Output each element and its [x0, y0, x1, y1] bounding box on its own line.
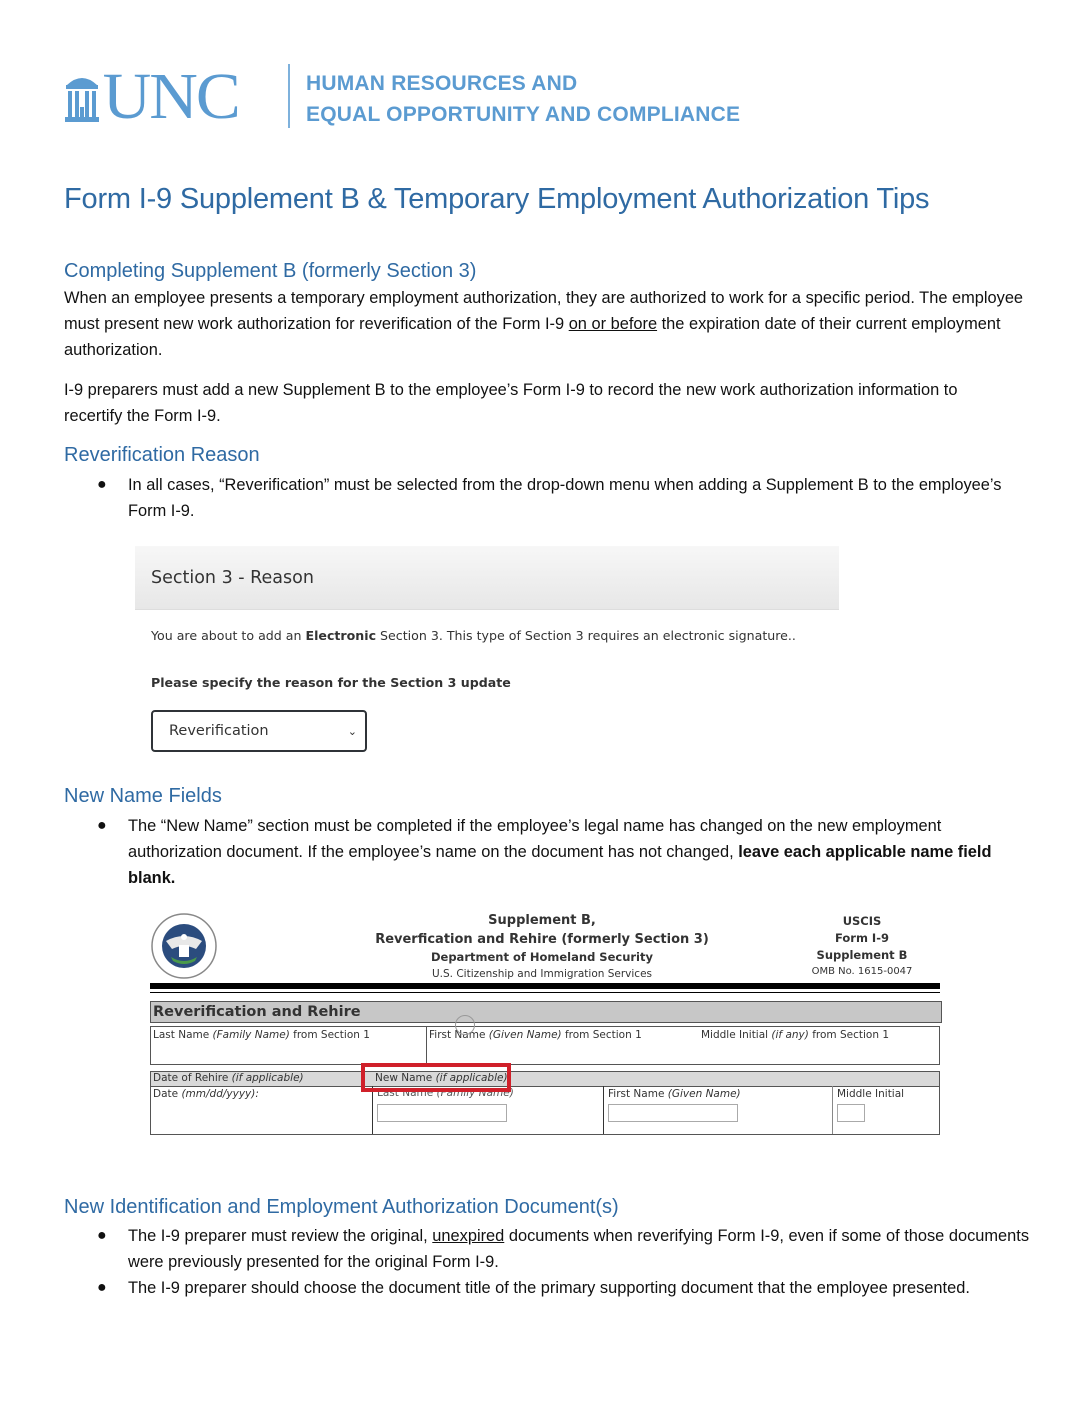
- dept-line-1: HUMAN RESOURCES AND: [306, 72, 578, 95]
- italic-text: (Given Name): [667, 1088, 741, 1100]
- text: Last Name: [153, 1029, 213, 1041]
- chevron-down-icon: ⌄: [347, 724, 357, 738]
- new-middle-initial-input[interactable]: [837, 1104, 865, 1122]
- dhs-seal-icon: [151, 913, 217, 979]
- form-agency: Department of Homeland Security: [430, 950, 653, 964]
- text: The I-9 preparer must review the original,: [128, 1227, 433, 1245]
- page-title: Form I-9 Supplement B & Temporary Employment Authorization Tips: [64, 183, 930, 215]
- bullet-icon: ●: [97, 817, 107, 834]
- bullet-icon: ●: [97, 1227, 107, 1244]
- section1-name-row: [150, 1026, 940, 1065]
- dept-line-2: EQUAL OPPORTUNITY AND COMPLIANCE: [306, 103, 741, 126]
- logo-divider: [288, 64, 290, 128]
- text: First Name: [429, 1029, 489, 1041]
- form-id-line: Supplement B: [816, 948, 908, 962]
- rehire-newname-band: [150, 1071, 940, 1087]
- italic-text: (mm/dd/yyyy):: [181, 1088, 259, 1100]
- text: The I-9 preparer should choose the document title of the primary supporting document that the employee presented.: [128, 1279, 970, 1297]
- select-value: Reverification: [169, 723, 269, 739]
- divider: [150, 992, 940, 993]
- italic-text: (if applicable): [435, 1072, 508, 1084]
- department-name: [306, 68, 740, 130]
- text: Section 3. This type of Section 3 requires an electronic signature..: [376, 628, 796, 643]
- list-item: [64, 813, 1030, 891]
- bold-text: leave each applicable name field blank.: [128, 843, 992, 887]
- date-of-rehire-header: [151, 1072, 373, 1086]
- list-item: [64, 1223, 1030, 1275]
- text: Last Name: [377, 1088, 437, 1098]
- section-heading-completing: Completing Supplement B (formerly Section 3): [64, 260, 477, 282]
- form-id-line: USCIS: [842, 914, 882, 928]
- bullet-icon: ●: [97, 476, 107, 493]
- section3-reason-screenshot: [135, 546, 839, 768]
- form-id-block: [807, 913, 917, 980]
- text: Middle Initial: [701, 1029, 772, 1041]
- underlined-text: on or before: [568, 315, 658, 333]
- bullet-icon: ●: [97, 1279, 107, 1296]
- italic-text: (if applicable): [231, 1072, 304, 1084]
- italic-text: (Family Name): [212, 1029, 290, 1041]
- divider: [150, 983, 940, 989]
- text: the expiration date of their current employment authorization.: [64, 315, 1001, 359]
- omb-number: OMB No. 1615-0047: [811, 966, 913, 977]
- bullet-list-reason: [64, 472, 1030, 524]
- panel-title: Section 3 - Reason: [135, 546, 839, 610]
- text: In all cases, “Reverification” must be selected from the drop-down menu when adding a Supplement B to the employee’s Form I-9.: [128, 476, 1002, 520]
- text: from Section 1: [289, 1029, 370, 1041]
- bold-text: Electronic: [305, 628, 377, 643]
- new-first-name-cell: [604, 1086, 833, 1134]
- old-well-icon: [64, 69, 100, 125]
- italic-text: (Family Name): [436, 1088, 514, 1098]
- new-first-name-input[interactable]: [608, 1104, 738, 1122]
- text: Date of Rehire: [153, 1072, 232, 1084]
- last-name-from-section1: [151, 1027, 427, 1064]
- text: You are about to add an: [151, 628, 306, 643]
- section-heading-new-documents: New Identification and Employment Authorization Document(s): [64, 1196, 619, 1218]
- new-middle-initial-cell: [833, 1086, 939, 1134]
- text: The “New Name” section must be completed if the employee’s legal name has changed on the new employment authorization document. If the employee’s name on the document has not changed,: [128, 817, 942, 861]
- bullet-list-new-name: [64, 813, 1030, 891]
- form-title-block: [357, 911, 727, 982]
- reason-select[interactable]: [151, 710, 367, 752]
- list-item: [64, 1275, 1030, 1301]
- supplement-b-form-screenshot: [127, 893, 959, 1143]
- form-title-line: Reverfication and Rehire (formerly Section 3): [375, 932, 709, 947]
- cursor-icon: [455, 1015, 475, 1035]
- text: from Section 1: [561, 1029, 642, 1041]
- electronic-section-message: [151, 628, 823, 643]
- text: When an employee presents a temporary employment authorization, they are authorized to work for a specific period. The employee must present new work authorization for reverification of the Form I-9: [64, 289, 1024, 333]
- new-last-name-cell: [373, 1086, 604, 1134]
- reverification-band: Reverification and Rehire: [150, 1001, 942, 1023]
- unc-logo: [64, 60, 239, 133]
- section-heading-new-name: New Name Fields: [64, 785, 222, 807]
- paragraph-temporary-authorization: [64, 285, 1030, 363]
- form-id-line: Form I-9: [834, 931, 889, 945]
- text: New Name: [375, 1072, 436, 1084]
- italic-text: (if any): [771, 1029, 809, 1041]
- list-item: [64, 472, 1030, 524]
- form-title-line: Supplement B,: [488, 913, 596, 928]
- text: First Name: [608, 1088, 668, 1100]
- logo-wordmark: UNC: [102, 60, 239, 133]
- italic-text: (Given Name): [488, 1029, 562, 1041]
- text: documents when reverifying Form I-9, even if some of those documents were previously presented for the original Form I-9.: [128, 1227, 1030, 1271]
- new-name-highlight-box: [361, 1063, 511, 1092]
- section-heading-reverification-reason: Reverification Reason: [64, 444, 260, 466]
- text: from Section 1: [808, 1029, 890, 1041]
- text: Date: [153, 1088, 182, 1100]
- paragraph-preparers: I-9 preparers must add a new Supplement B to the employee’s Form I-9 to record the new work authorization information to recertify the Form I-9.: [64, 381, 958, 425]
- reason-label: Please specify the reason for the Section 3 update: [151, 675, 511, 690]
- rehire-newname-row: [150, 1086, 940, 1135]
- form-subagency: U.S. Citizenship and Immigration Services: [431, 968, 653, 980]
- bullet-list-documents: [64, 1223, 1030, 1301]
- date-of-rehire-cell: [151, 1086, 373, 1134]
- new-last-name-input[interactable]: [377, 1104, 507, 1122]
- middle-initial-from-section1: [699, 1027, 939, 1064]
- text: Middle Initial: [837, 1088, 905, 1100]
- underlined-text: unexpired: [432, 1227, 505, 1245]
